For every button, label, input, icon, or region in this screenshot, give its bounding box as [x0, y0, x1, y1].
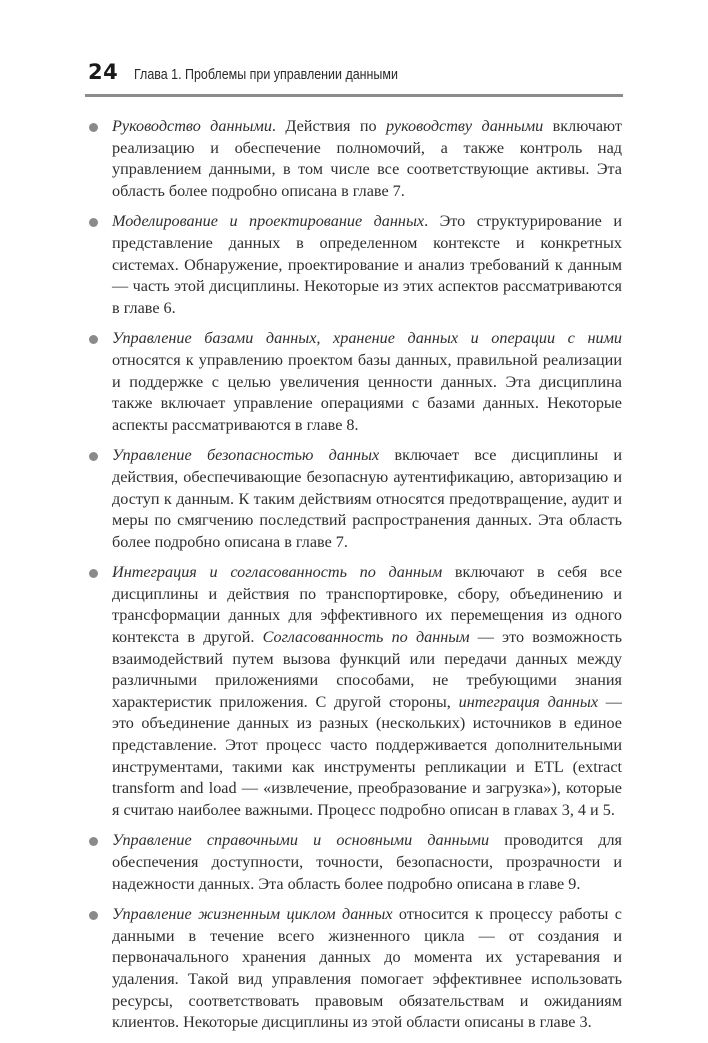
item-term: Управление безопасностью данных: [112, 446, 380, 465]
item-emphasis: Согласованность по данным: [262, 628, 470, 647]
item-text: включает все дисциплины и действия, обеспечивающие безопасную аутентификацию, авторизацию и доступ к данным. К таким действиям относятся предотвращение, аудит и меры по смягчению последствий распространения данных. Эта область более подробно описана в главе 7.: [112, 446, 623, 551]
bullet-icon: [89, 452, 98, 461]
running-header: [88, 60, 620, 88]
bullet-icon: [89, 911, 98, 920]
item-text: проводится для обеспечения доступности, точности, безопасности, прозрачности и надежности данных. Эта область более подробно описана в главе 9.: [112, 831, 622, 893]
item-text: — это возможность взаимодействий путем вызова функций или передачи данных между различными приложениями способами, не требующими знания характеристик приложения. С другой стороны,: [112, 628, 622, 711]
header-divider: [85, 94, 623, 97]
page-number: 24: [88, 60, 119, 84]
item-text: включают реализацию и обеспечение полномочий, а также контроль над управлением данными, в том числе все соответствующие активы. Эта область более подробно описана в главе 7.: [112, 117, 622, 200]
item-text: . Это структурирование и представление данных в определенном контексте и конкретных системах. Обнаружение, проектирование и анализ требований к данным — часть этой дисциплины. Некоторые из этих аспектов рассматриваются в главе 6.: [112, 212, 622, 317]
item-text: . Действия по: [271, 117, 387, 135]
list-item-data-governance: [88, 116, 622, 202]
list-item-master-data: [88, 830, 622, 895]
item-term: Управление базами данных, хранение данных и операции с ними: [112, 329, 622, 348]
item-text: — это объединение данных из разных (нескольких) источников в единое представление. Этот процесс часто поддерживается дополнительными инструментами, такими как инструменты репликации и ETL (extract transform and load — «извлечение, преобразование и загрузка»), которые я считаю наиболее важными. Процесс подробно описан в главах 3, 4 и 5.: [112, 692, 622, 819]
list-item-data-integration: [88, 562, 622, 821]
bullet-icon: [89, 569, 98, 578]
bullet-icon: [89, 123, 98, 132]
item-text: включают в себя все дисциплины и действия по транспортировке, сбору, объединению и трансформации данных для эффективного их перемещения из одного контекста в другой.: [112, 563, 623, 647]
item-text: относится к процессу работы с данными в течение всего жизненного цикла — от создания и первоначального хранения данных до момента их устаревания и удаления. Такой вид управления помогает эффективнее использовать ресурсы, соответствовать правовым обязательствам и ожиданиям клиентов. Некоторые дисциплины из этой области описаны в главе 3.: [112, 905, 622, 1032]
list-item-data-modeling: [88, 211, 622, 319]
item-term: Управление жизненным циклом данных: [112, 905, 393, 924]
item-term: Интеграция и согласованность по данным: [112, 563, 443, 582]
bullet-icon: [89, 335, 98, 344]
item-text: относятся к управлению проектом базы данных, правильной реализации и поддержке с целью увеличения ценности данных. Эта дисциплина также включает управление операциями с базами данных. Некоторые аспекты рассматриваются в главе 8.: [112, 350, 622, 434]
list-item-database-management: [88, 328, 622, 436]
item-emphasis: руководству данными: [386, 117, 544, 135]
item-term: Руководство данными: [112, 117, 272, 135]
list-item-data-security: [88, 445, 622, 553]
chapter-title: Глава 1. Проблемы при управлении данными: [134, 67, 398, 83]
bullet-icon: [89, 218, 98, 227]
item-term: Моделирование и проектирование данных: [112, 212, 425, 231]
bullet-list: [88, 116, 622, 1043]
item-term: Управление справочными и основными данными: [112, 831, 490, 850]
bullet-icon: [89, 837, 98, 846]
item-emphasis: интеграция данных: [458, 692, 599, 711]
list-item-data-lifecycle: [88, 904, 622, 1034]
